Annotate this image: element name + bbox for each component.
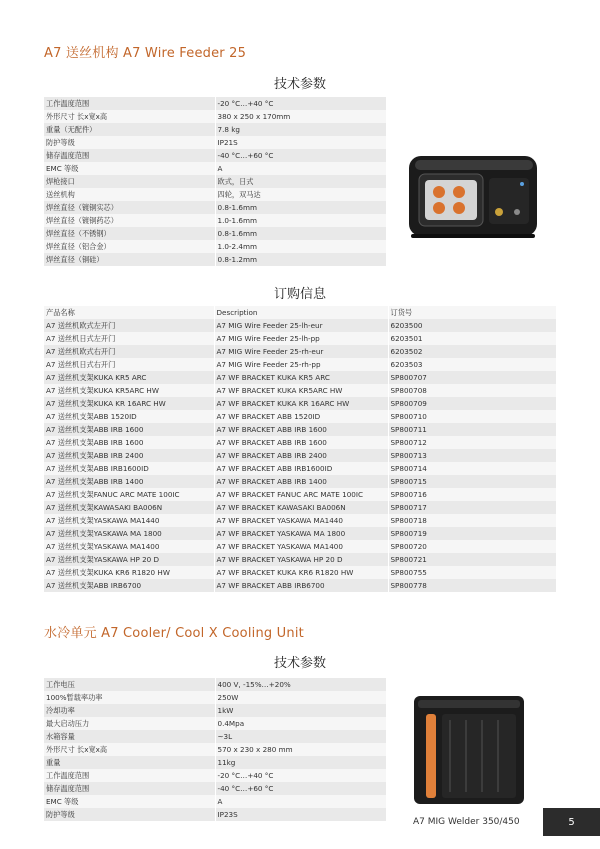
- cooling-unit-image: [410, 690, 530, 812]
- cooler-spec-row: [44, 717, 386, 730]
- spec-value: 0.4Mpa: [215, 717, 386, 730]
- feeder-spec-row: [44, 253, 386, 266]
- order-name-cell: A7 送丝机支架KUKA KR5ARC HW: [44, 384, 214, 397]
- spec-label: 最大启动压力: [44, 717, 215, 730]
- spec-label: 重量（无配件）: [44, 123, 215, 136]
- order-description-cell: A7 MIG Wire Feeder 25-lh-eur: [214, 319, 388, 332]
- spec-label: 送丝机构: [44, 188, 215, 201]
- order-name-cell: A7 送丝机支架ABB IRB 2400: [44, 449, 214, 462]
- order-code-cell: SP800778: [388, 579, 556, 592]
- order-row: [44, 540, 556, 553]
- spec-value: IP23S: [215, 808, 386, 821]
- spec-value: 0.8-1.2mm: [215, 253, 386, 266]
- spec-value: 7.8 kg: [215, 123, 386, 136]
- order-name-cell: A7 送丝机欧式右开门: [44, 345, 214, 358]
- spec-label: 储存温度范围: [44, 782, 215, 795]
- order-description-cell: A7 WF BRACKET KAWASAKI BA006N: [214, 501, 388, 514]
- order-header-code: 订货号: [388, 306, 556, 319]
- cooler-spec-row: [44, 678, 386, 691]
- cooler-specs-heading: 技术参数: [273, 656, 326, 671]
- order-name-cell: A7 送丝机欧式左开门: [44, 319, 214, 332]
- order-code-cell: SP800719: [388, 527, 556, 540]
- feeder-spec-row: [44, 188, 386, 201]
- order-name-cell: A7 送丝机日式左开门: [44, 332, 214, 345]
- spec-label: EMC 等级: [44, 795, 215, 808]
- order-row: [44, 475, 556, 488]
- order-description-cell: A7 WF BRACKET KUKA KR5ARC HW: [214, 384, 388, 397]
- cooler-spec-row: [44, 782, 386, 795]
- order-row: [44, 566, 556, 579]
- order-code-cell: SP800708: [388, 384, 556, 397]
- spec-label: 焊枪接口: [44, 175, 215, 188]
- order-name-cell: A7 送丝机支架ABB IRB 1400: [44, 475, 214, 488]
- order-name-cell: A7 送丝机支架FANUC ARC MATE 100IC: [44, 488, 214, 501]
- order-code-cell: SP800716: [388, 488, 556, 501]
- order-description-cell: A7 WF BRACKET ABB IRB1600ID: [214, 462, 388, 475]
- order-description-cell: A7 WF BRACKET YASKAWA MA1440: [214, 514, 388, 527]
- order-name-cell: A7 送丝机支架YASKAWA HP 20 D: [44, 553, 214, 566]
- order-row: [44, 462, 556, 475]
- spec-label: EMC 等级: [44, 162, 215, 175]
- order-row: [44, 410, 556, 423]
- spec-value: 400 V, -15%…+20%: [215, 678, 386, 691]
- order-name-cell: A7 送丝机日式右开门: [44, 358, 214, 371]
- order-name-cell: A7 送丝机支架KUKA KR5 ARC: [44, 371, 214, 384]
- spec-value: 250W: [215, 691, 386, 704]
- cooler-spec-row: [44, 756, 386, 769]
- order-description-cell: A7 MIG Wire Feeder 25-lh-pp: [214, 332, 388, 345]
- page-number: 5: [543, 808, 600, 836]
- order-code-cell: 6203502: [388, 345, 556, 358]
- order-row: [44, 579, 556, 592]
- order-row: [44, 345, 556, 358]
- order-code-cell: SP800709: [388, 397, 556, 410]
- footer-caption: A7 MIG Welder 350/450: [413, 817, 520, 827]
- spec-value: -40 °C…+60 °C: [215, 149, 386, 162]
- order-row: [44, 501, 556, 514]
- spec-value: -20 °C…+40 °C: [215, 97, 386, 110]
- order-row: [44, 397, 556, 410]
- spec-label: 储存温度范围: [44, 149, 215, 162]
- spec-value: 欧式，日式: [215, 175, 386, 188]
- order-name-cell: A7 送丝机支架ABB 1520ID: [44, 410, 214, 423]
- order-header-description: Description: [214, 306, 388, 319]
- order-description-cell: A7 WF BRACKET ABB IRB 2400: [214, 449, 388, 462]
- spec-label: 工作温度范围: [44, 769, 215, 782]
- spec-value: A: [215, 795, 386, 808]
- cooler-spec-row: [44, 704, 386, 717]
- spec-label: 外形尺寸 长x宽x高: [44, 743, 215, 756]
- order-description-cell: A7 WF BRACKET KUKA KR 16ARC HW: [214, 397, 388, 410]
- feeder-spec-row: [44, 227, 386, 240]
- cooler-spec-row: [44, 769, 386, 782]
- feeder-spec-row: [44, 149, 386, 162]
- spec-label: 焊丝直径（铜硅）: [44, 253, 215, 266]
- spec-value: 0.8-1.6mm: [215, 201, 386, 214]
- order-name-cell: A7 送丝机支架YASKAWA MA 1800: [44, 527, 214, 540]
- order-code-cell: SP800721: [388, 553, 556, 566]
- order-code-cell: 6203500: [388, 319, 556, 332]
- order-description-cell: A7 WF BRACKET KUKA KR5 ARC: [214, 371, 388, 384]
- order-row: [44, 436, 556, 449]
- feeder-specs-heading: 技术参数: [273, 77, 326, 92]
- order-code-cell: SP800707: [388, 371, 556, 384]
- order-heading: 订购信息: [273, 287, 326, 302]
- order-row: [44, 488, 556, 501]
- order-code-cell: 6203503: [388, 358, 556, 371]
- cooler-spec-row: [44, 743, 386, 756]
- order-row: [44, 319, 556, 332]
- order-description-cell: A7 WF BRACKET ABB IRB 1600: [214, 423, 388, 436]
- spec-label: 工作温度范围: [44, 97, 215, 110]
- order-header-name: 产品名称: [44, 306, 214, 319]
- order-description-cell: A7 WF BRACKET YASKAWA HP 20 D: [214, 553, 388, 566]
- cooler-spec-row: [44, 808, 386, 821]
- order-description-cell: A7 WF BRACKET FANUC ARC MATE 100IC: [214, 488, 388, 501]
- spec-label: 重量: [44, 756, 215, 769]
- spec-label: 外形尺寸 长x宽x高: [44, 110, 215, 123]
- order-name-cell: A7 送丝机支架KUKA KR 16ARC HW: [44, 397, 214, 410]
- feeder-spec-row: [44, 123, 386, 136]
- spec-value: A: [215, 162, 386, 175]
- cooler-specs-table: [44, 678, 386, 821]
- order-name-cell: A7 送丝机支架KAWASAKI BA006N: [44, 501, 214, 514]
- spec-value: 570 x 230 x 280 mm: [215, 743, 386, 756]
- spec-value: -40 °C…+60 °C: [215, 782, 386, 795]
- feeder-spec-row: [44, 214, 386, 227]
- feeder-spec-row: [44, 110, 386, 123]
- order-name-cell: A7 送丝机支架YASKAWA MA1400: [44, 540, 214, 553]
- order-code-cell: SP800755: [388, 566, 556, 579]
- feeder-spec-row: [44, 240, 386, 253]
- order-description-cell: A7 WF BRACKET YASKAWA MA 1800: [214, 527, 388, 540]
- cooler-spec-row: [44, 795, 386, 808]
- order-code-cell: SP800720: [388, 540, 556, 553]
- spec-label: 防护等级: [44, 808, 215, 821]
- order-row: [44, 423, 556, 436]
- order-name-cell: A7 送丝机支架ABB IRB 1600: [44, 436, 214, 449]
- order-row: [44, 332, 556, 345]
- order-code-cell: SP800710: [388, 410, 556, 423]
- cooler-spec-row: [44, 730, 386, 743]
- order-description-cell: A7 MIG Wire Feeder 25-rh-eur: [214, 345, 388, 358]
- order-name-cell: A7 送丝机支架ABB IRB6700: [44, 579, 214, 592]
- order-row: [44, 371, 556, 384]
- spec-value: 1.0-2.4mm: [215, 240, 386, 253]
- order-description-cell: A7 WF BRACKET YASKAWA MA1400: [214, 540, 388, 553]
- spec-value: IP21S: [215, 136, 386, 149]
- order-name-cell: A7 送丝机支架KUKA KR6 R1820 HW: [44, 566, 214, 579]
- order-row: [44, 358, 556, 371]
- order-header-row: [44, 306, 556, 319]
- order-code-cell: SP800711: [388, 423, 556, 436]
- order-description-cell: A7 MIG Wire Feeder 25-rh-pp: [214, 358, 388, 371]
- feeder-spec-row: [44, 162, 386, 175]
- order-code-cell: SP800713: [388, 449, 556, 462]
- order-row: [44, 553, 556, 566]
- order-code-cell: SP800714: [388, 462, 556, 475]
- spec-value: 1kW: [215, 704, 386, 717]
- cooler-section-title: 水冷单元 A7 Cooler/ Cool X Cooling Unit: [44, 626, 304, 641]
- order-description-cell: A7 WF BRACKET ABB 1520ID: [214, 410, 388, 423]
- spec-label: 防护等级: [44, 136, 215, 149]
- feeder-spec-row: [44, 201, 386, 214]
- order-row: [44, 449, 556, 462]
- order-row: [44, 527, 556, 540]
- feeder-spec-row: [44, 175, 386, 188]
- spec-value: 四轮，双马达: [215, 188, 386, 201]
- order-row: [44, 514, 556, 527]
- cooler-spec-row: [44, 691, 386, 704]
- spec-label: 焊丝直径（镀铜药芯）: [44, 214, 215, 227]
- order-table: [44, 306, 556, 592]
- spec-label: 100%暂载率功率: [44, 691, 215, 704]
- spec-value: ~3L: [215, 730, 386, 743]
- spec-label: 焊丝直径（镀铜实芯）: [44, 201, 215, 214]
- order-description-cell: A7 WF BRACKET ABB IRB6700: [214, 579, 388, 592]
- feeder-section-title: A7 送丝机构 A7 Wire Feeder 25: [44, 46, 247, 61]
- order-description-cell: A7 WF BRACKET ABB IRB 1600: [214, 436, 388, 449]
- order-name-cell: A7 送丝机支架ABB IRB 1600: [44, 423, 214, 436]
- order-code-cell: SP800715: [388, 475, 556, 488]
- wire-feeder-image: [405, 148, 545, 247]
- spec-label: 冷却功率: [44, 704, 215, 717]
- order-code-cell: SP800712: [388, 436, 556, 449]
- feeder-spec-row: [44, 136, 386, 149]
- spec-value: 11kg: [215, 756, 386, 769]
- feeder-specs-table: [44, 97, 386, 266]
- order-name-cell: A7 送丝机支架ABB IRB1600ID: [44, 462, 214, 475]
- order-name-cell: A7 送丝机支架YASKAWA MA1440: [44, 514, 214, 527]
- spec-label: 焊丝直径（铝合金）: [44, 240, 215, 253]
- spec-label: 焊丝直径（不锈钢）: [44, 227, 215, 240]
- spec-value: 1.0-1.6mm: [215, 214, 386, 227]
- order-code-cell: SP800717: [388, 501, 556, 514]
- spec-value: -20 °C…+40 °C: [215, 769, 386, 782]
- spec-label: 工作电压: [44, 678, 215, 691]
- order-row: [44, 384, 556, 397]
- spec-label: 水箱容量: [44, 730, 215, 743]
- feeder-spec-row: [44, 97, 386, 110]
- order-description-cell: A7 WF BRACKET ABB IRB 1400: [214, 475, 388, 488]
- spec-value: 0.8-1.6mm: [215, 227, 386, 240]
- order-code-cell: SP800718: [388, 514, 556, 527]
- order-description-cell: A7 WF BRACKET KUKA KR6 R1820 HW: [214, 566, 388, 579]
- spec-value: 380 x 250 x 170mm: [215, 110, 386, 123]
- order-code-cell: 6203501: [388, 332, 556, 345]
